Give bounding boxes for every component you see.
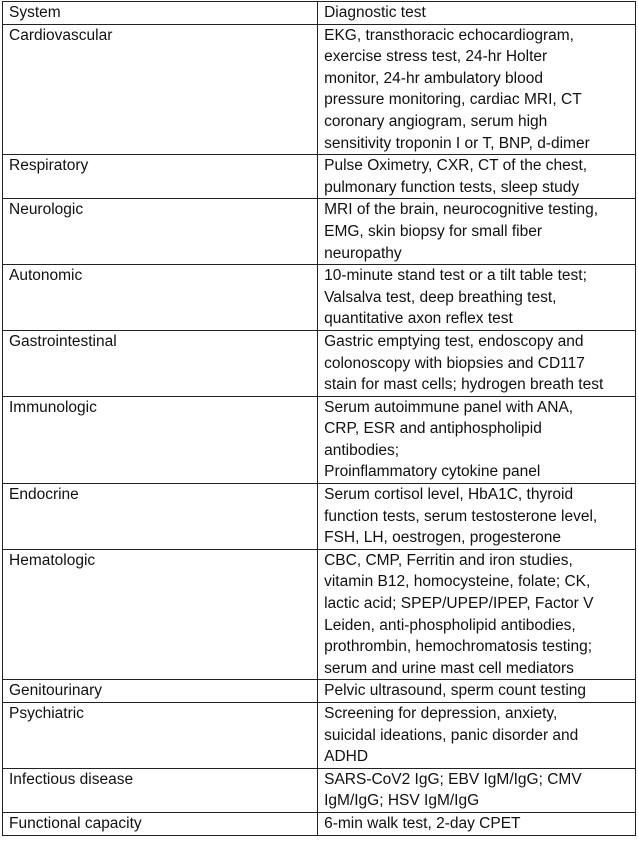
test-line: coronary angiogram, serum high (324, 112, 548, 130)
test-line: serum and urine mast cell mediators (324, 659, 574, 677)
test-line: function tests, serum testosterone level, (324, 507, 598, 525)
test-line: suicidal ideations, panic disorder and (324, 726, 579, 744)
header-diagnostic-test: Diagnostic test (318, 2, 636, 25)
system-cell: Genitourinary (3, 680, 318, 703)
system-cell: Infectious disease (3, 768, 318, 812)
test-line: MRI of the brain, neurocognitive testing, (324, 201, 599, 219)
system-cell: Neurologic (3, 199, 318, 265)
table-row (3, 812, 636, 835)
diagnostic-tests-table (2, 1, 636, 836)
table-row (3, 680, 636, 703)
test-line: 6-min walk test, 2-day CPET (324, 814, 521, 832)
test-line: Serum cortisol level, HbA1C, thyroid (324, 486, 574, 504)
table-row (3, 549, 636, 680)
diagnostic-test-cell (318, 330, 636, 396)
test-line: CBC, CMP, Ferritin and iron studies, (324, 551, 573, 569)
diagnostic-test-cell (318, 703, 636, 769)
test-line: stain for mast cells; hydrogen breath test (324, 376, 604, 394)
table-row (3, 484, 636, 550)
test-line: lactic acid; SPEP/UPEP/IPEP, Factor V (324, 595, 594, 613)
diagnostic-test-cell (318, 199, 636, 265)
test-line: Pelvic ultrasound, sperm count testing (324, 682, 587, 700)
test-line: neuropathy (324, 244, 402, 262)
diagnostic-test-cell (318, 24, 636, 155)
test-line: sensitivity troponin I or T, BNP, d-dimer (324, 134, 590, 152)
test-line: colonoscopy with biopsies and CD117 (324, 354, 585, 372)
test-line: prothrombin, hemochromatosis testing; (324, 638, 593, 656)
test-line: Proinflammatory cytokine panel (324, 463, 541, 481)
test-line: EKG, transthoracic echocardiogram, (324, 26, 574, 44)
test-line: exercise stress test, 24-hr Holter (324, 48, 548, 66)
test-line: monitor, 24-hr ambulatory blood (324, 69, 543, 87)
header-row (3, 2, 636, 25)
test-line: Screening for depression, anxiety, (324, 705, 558, 722)
diagnostic-test-cell (318, 680, 636, 703)
test-line: CRP, ESR and antiphospholipid (324, 420, 542, 438)
diagnostic-test-cell (318, 768, 636, 812)
system-cell: Respiratory (3, 155, 318, 199)
test-line: 10-minute stand test or a tilt table test; (324, 267, 587, 285)
test-line: pressure monitoring, cardiac MRI, CT (324, 91, 582, 109)
diagnostic-test-cell (318, 155, 636, 199)
table-body (3, 24, 636, 835)
system-cell: Hematologic (3, 549, 318, 680)
table-row (3, 768, 636, 812)
table-row (3, 703, 636, 769)
test-line: antibodies; (324, 441, 400, 459)
diagnostic-test-cell (318, 812, 636, 835)
header-system: System (3, 2, 318, 25)
system-cell: Gastrointestinal (3, 330, 318, 396)
test-line: ADHD (324, 748, 369, 766)
system-cell: Psychiatric (3, 703, 318, 769)
table-row (3, 199, 636, 265)
test-line: vitamin B12, homocysteine, folate; CK, (324, 573, 591, 591)
diagnostic-test-cell (318, 484, 636, 550)
test-line: quantitative axon reflex test (324, 310, 513, 328)
test-line: Serum autoimmune panel with ANA, (324, 398, 574, 416)
test-line: Gastric emptying test, endoscopy and (324, 332, 584, 350)
test-line: SARS-CoV2 IgG; EBV IgM/IgG; CMV (324, 770, 582, 788)
diagnostic-test-cell (318, 396, 636, 483)
system-cell: Endocrine (3, 484, 318, 550)
system-cell: Autonomic (3, 265, 318, 331)
test-line: Valsalva test, deep breathing test, (324, 288, 557, 306)
system-cell: Immunologic (3, 396, 318, 483)
test-line: Pulse Oximetry, CXR, CT of the chest, (324, 157, 588, 175)
diagnostic-test-cell (318, 265, 636, 331)
table-row (3, 330, 636, 396)
test-line: pulmonary function tests, sleep study (324, 178, 580, 196)
table-row (3, 24, 636, 155)
diagnostic-test-cell (318, 549, 636, 680)
test-line: FSH, LH, oestrogen, progesterone (324, 529, 562, 547)
test-line: EMG, skin biopsy for small fiber (324, 222, 543, 240)
test-line: Leiden, anti-phospholipid antibodies, (324, 616, 576, 634)
test-line: IgM/IgG; HSV IgM/IgG (324, 792, 480, 810)
system-cell: Cardiovascular (3, 24, 318, 155)
table-row (3, 396, 636, 483)
table-row (3, 265, 636, 331)
table-row (3, 155, 636, 199)
system-cell: Functional capacity (3, 812, 318, 835)
